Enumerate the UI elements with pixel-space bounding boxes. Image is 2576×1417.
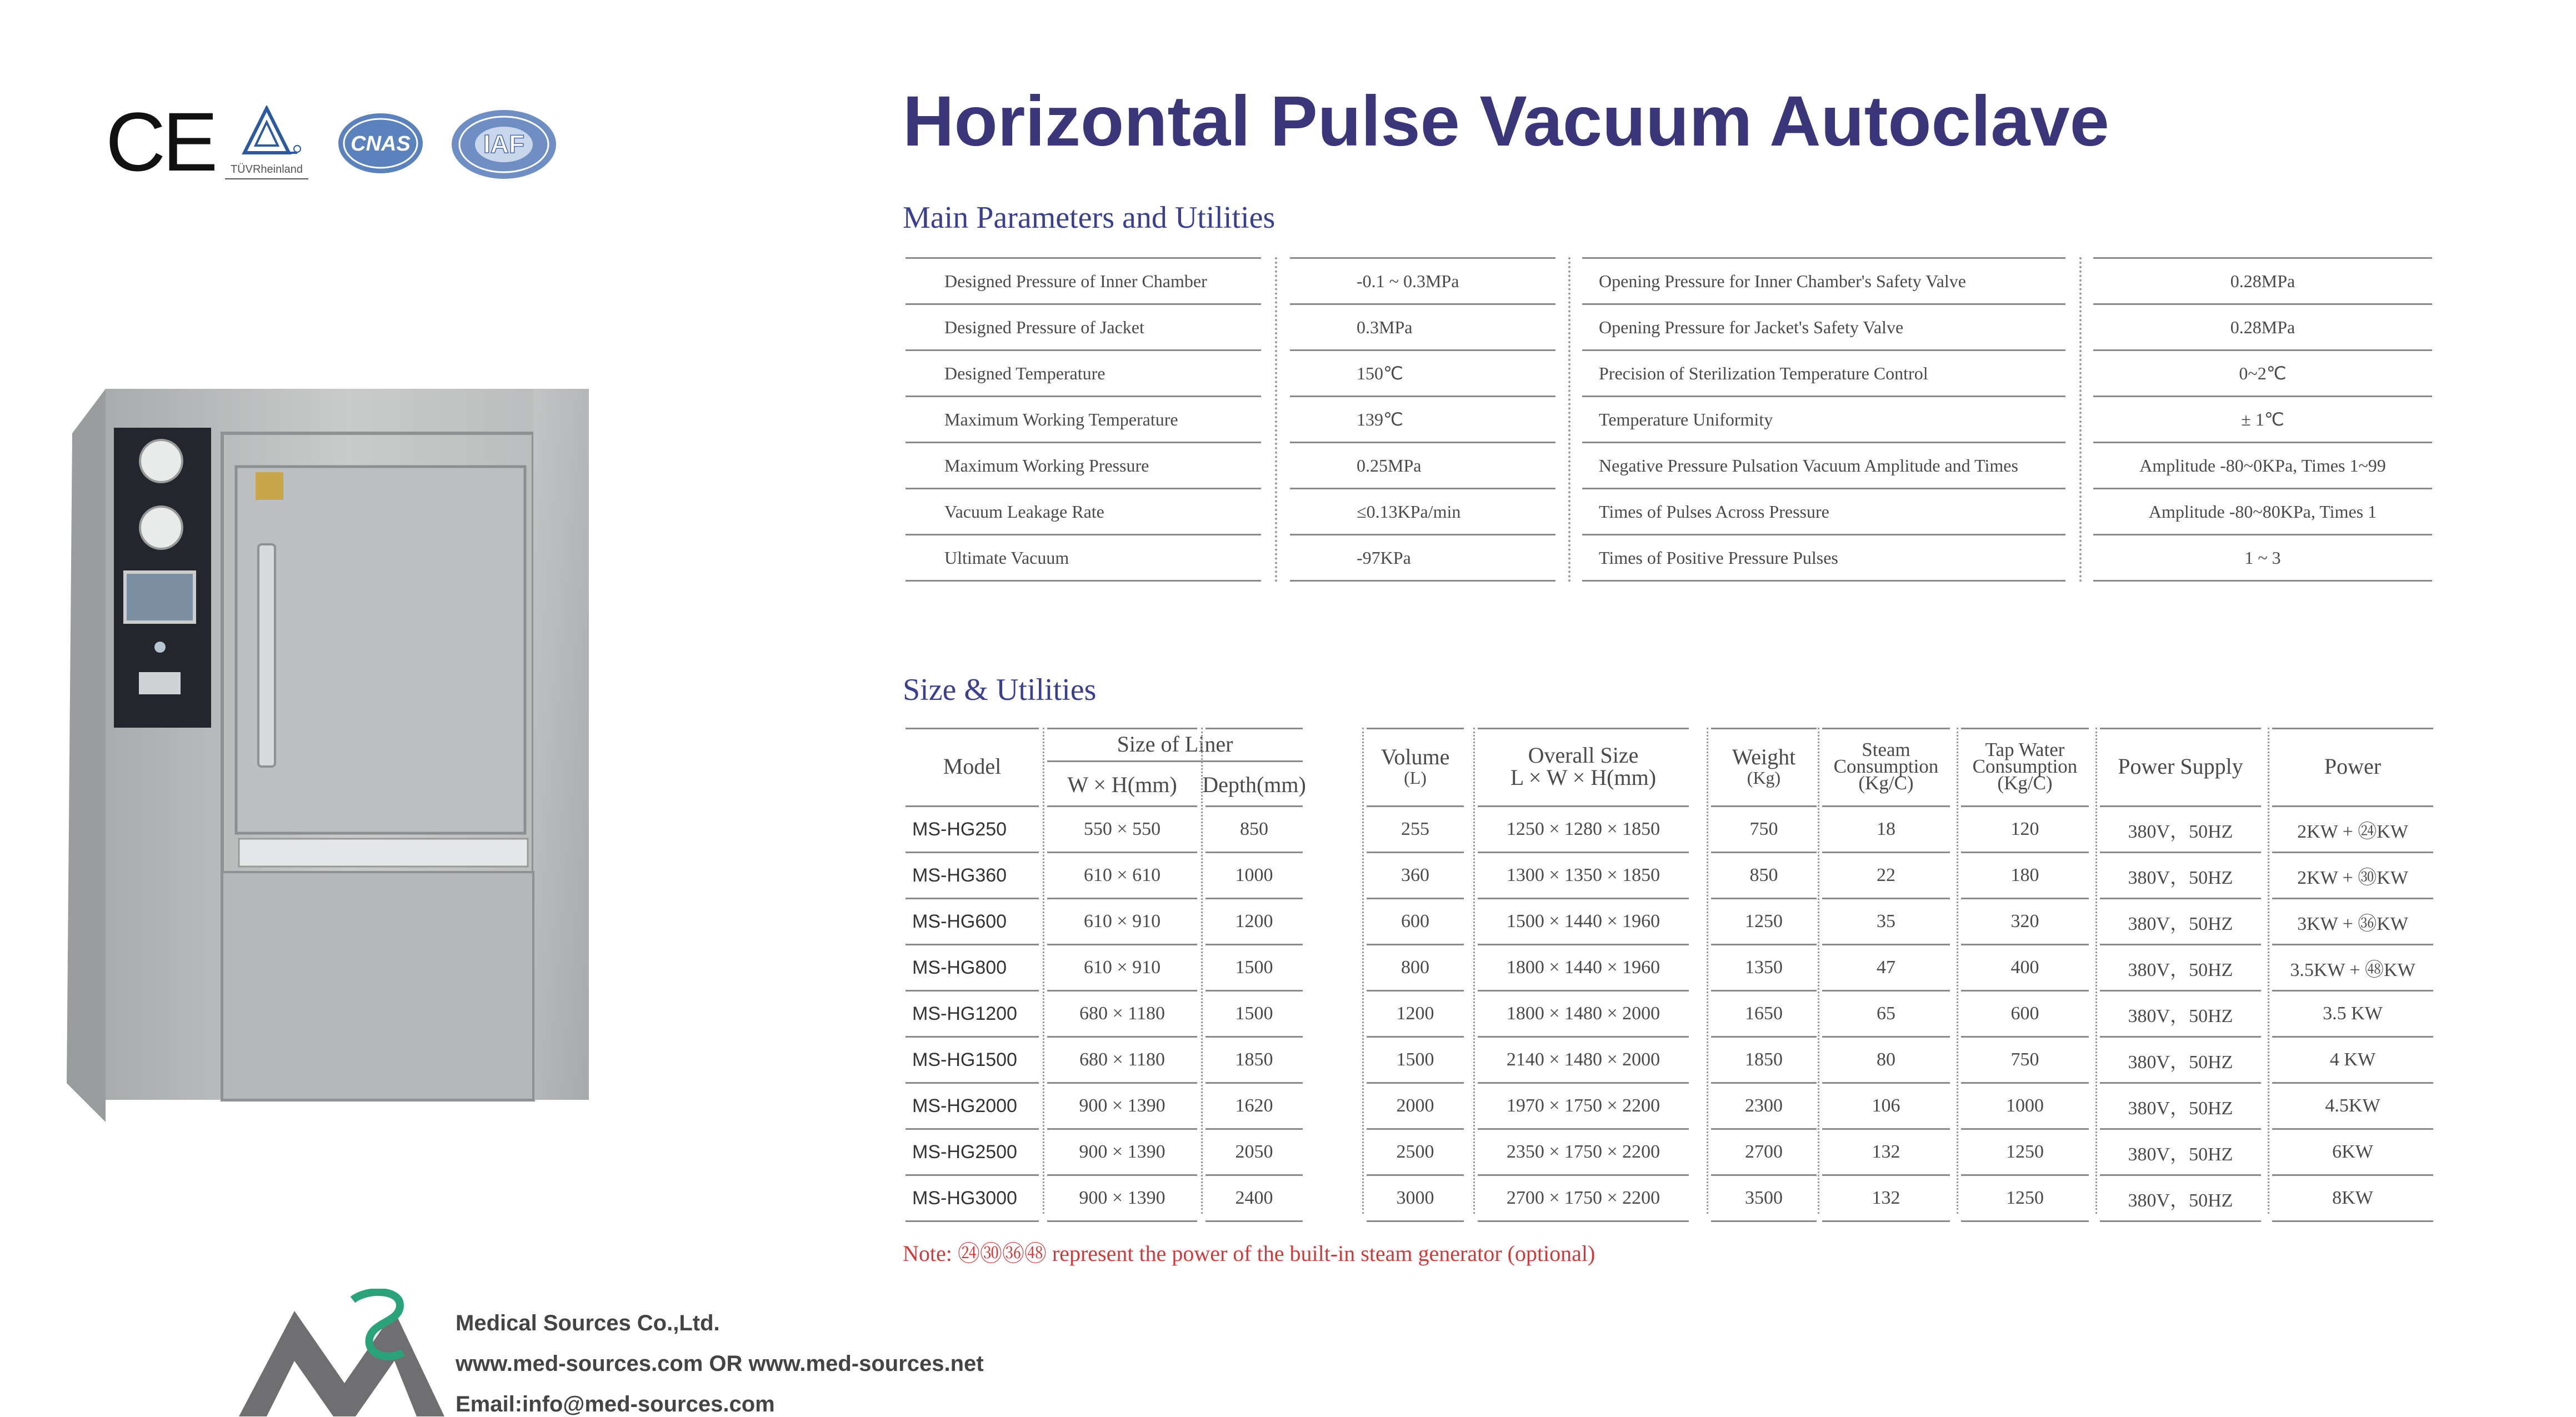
header-depth: Depth(mm) (1202, 772, 1306, 797)
param-right-label: Negative Pressure Pulsation Vacuum Amplitude and Times (1582, 443, 2065, 489)
size-cell-volume: 1500 (1367, 1038, 1464, 1084)
size-cell-depth: 2050 (1206, 1130, 1303, 1176)
cnas-text: CNAS (351, 132, 411, 156)
cnas-logo (336, 110, 425, 177)
page-title: Horizontal Pulse Vacuum Autoclave (903, 82, 2109, 161)
param-right-label: Times of Pulses Across Pressure (1582, 489, 2065, 535)
size-cell-depth: 1500 (1206, 945, 1303, 992)
size-cell-steam: 106 (1822, 1084, 1950, 1130)
company-website[interactable]: www.med-sources.com OR www.med-sources.net (456, 1351, 984, 1376)
size-cell-volume: 2500 (1367, 1130, 1464, 1176)
size-cell-weight: 1350 (1711, 945, 1817, 992)
size-cell-tap: 180 (1961, 853, 2089, 899)
header-model: Model (943, 754, 1002, 779)
size-cell-wh: 900 × 1390 (1047, 1084, 1197, 1130)
autoclave-product-image (61, 383, 594, 1128)
size-cell-power: 4.5KW (2272, 1084, 2433, 1130)
size-cell-wh: 610 × 910 (1047, 945, 1197, 992)
section-heading-size: Size & Utilities (903, 673, 1097, 707)
size-cell-volume: 3000 (1367, 1176, 1464, 1222)
size-cell-tap: 1000 (1961, 1084, 2089, 1130)
size-cell-supply: 380V，50HZ (2100, 899, 2261, 945)
size-cell-power: 4 KW (2272, 1038, 2433, 1084)
size-cell-supply: 380V，50HZ (2100, 1084, 2261, 1130)
size-cell-power: 8KW (2272, 1176, 2433, 1222)
param-right-value: 0.28MPa (2093, 259, 2432, 305)
size-cell-depth: 1850 (1206, 1038, 1303, 1084)
size-cell-overall: 1970 × 1750 × 2200 (1478, 1084, 1689, 1130)
size-cell-weight: 1850 (1711, 1038, 1817, 1084)
footnote: Note: ㉔㉚㊱㊽ represent the power of the built-in steam generator (optional) (903, 1241, 1595, 1266)
param-left-value: -97KPa (1290, 535, 1555, 582)
size-cell-depth: 850 (1206, 807, 1303, 853)
param-right-label: Opening Pressure for Inner Chamber's Safety Valve (1582, 259, 2065, 305)
size-cell-supply: 380V，50HZ (2100, 1130, 2261, 1176)
size-cell-weight: 3500 (1711, 1176, 1817, 1222)
param-right-value: 1 ~ 3 (2093, 535, 2432, 582)
size-cell-power: 3.5 KW (2272, 992, 2433, 1038)
param-left-label: Designed Temperature (906, 351, 1261, 397)
tuv-logo (219, 106, 314, 179)
param-left-value: -0.1 ~ 0.3MPa (1290, 259, 1555, 305)
tuv-label: TÜVRheinland (230, 163, 303, 176)
size-cell-volume: 360 (1367, 853, 1464, 899)
size-cell-volume: 600 (1367, 899, 1464, 945)
size-cell-model: MS-HG800 (906, 945, 1039, 992)
size-cell-wh: 900 × 1390 (1047, 1130, 1197, 1176)
size-cell-tap: 400 (1961, 945, 2089, 992)
header-wh: W × H(mm) (1067, 772, 1177, 797)
size-cell-wh: 550 × 550 (1047, 807, 1197, 853)
size-cell-tap: 600 (1961, 992, 2089, 1038)
size-cell-overall: 2350 × 1750 × 2200 (1478, 1130, 1689, 1176)
size-cell-weight: 1250 (1711, 899, 1817, 945)
param-left-label: Vacuum Leakage Rate (906, 489, 1261, 535)
size-cell-tap: 1250 (1961, 1176, 2089, 1222)
tuv-triangle-icon (219, 106, 314, 158)
param-left-value: 139℃ (1290, 397, 1555, 443)
size-cell-tap: 120 (1961, 807, 2089, 853)
section-heading-parameters: Main Parameters and Utilities (903, 201, 1276, 235)
iaf-text: IAF (483, 129, 525, 158)
header-power: Power (2324, 754, 2382, 779)
size-cell-weight: 850 (1711, 853, 1817, 899)
size-cell-supply: 380V，50HZ (2100, 945, 2261, 992)
size-cell-model: MS-HG360 (906, 853, 1039, 899)
size-cell-steam: 65 (1822, 992, 1950, 1038)
size-cell-supply: 380V，50HZ (2100, 807, 2261, 853)
param-left-label: Maximum Working Pressure (906, 443, 1261, 489)
size-cell-wh: 680 × 1180 (1047, 992, 1197, 1038)
size-cell-model: MS-HG1200 (906, 992, 1039, 1038)
size-cell-power: 2KW + ㉚KW (2272, 853, 2433, 899)
size-cell-steam: 132 (1822, 1130, 1950, 1176)
size-cell-weight: 2700 (1711, 1130, 1817, 1176)
size-cell-overall: 1250 × 1280 × 1850 (1478, 807, 1689, 853)
size-cell-overall: 1800 × 1480 × 2000 (1478, 992, 1689, 1038)
size-cell-power: 3.5KW + ㊽KW (2272, 945, 2433, 992)
company-logo (233, 1289, 467, 1416)
company-email[interactable]: Email:info@med-sources.com (456, 1392, 775, 1416)
header-liner: Size of Liner (1047, 728, 1303, 762)
size-cell-model: MS-HG600 (906, 899, 1039, 945)
param-right-label: Temperature Uniformity (1582, 397, 2065, 443)
header-weight: Weight (Kg) (1732, 744, 1796, 788)
size-cell-weight: 1650 (1711, 992, 1817, 1038)
param-right-value: 0.28MPa (2093, 305, 2432, 351)
param-left-value: 0.3MPa (1290, 305, 1555, 351)
size-cell-volume: 255 (1367, 807, 1464, 853)
param-left-label: Designed Pressure of Jacket (906, 305, 1261, 351)
size-cell-tap: 750 (1961, 1038, 2089, 1084)
param-left-label: Designed Pressure of Inner Chamber (906, 259, 1261, 305)
size-cell-volume: 2000 (1367, 1084, 1464, 1130)
size-cell-wh: 680 × 1180 (1047, 1038, 1197, 1084)
header-overall: Overall Size L × W × H(mm) (1510, 743, 1657, 790)
size-cell-supply: 380V，50HZ (2100, 1176, 2261, 1222)
size-cell-power: 2KW + ㉔KW (2272, 807, 2433, 853)
size-cell-volume: 1200 (1367, 992, 1464, 1038)
size-cell-tap: 320 (1961, 899, 2089, 945)
param-left-label: Maximum Working Temperature (906, 397, 1261, 443)
size-cell-model: MS-HG1500 (906, 1038, 1039, 1084)
size-cell-depth: 1200 (1206, 899, 1303, 945)
param-right-value: ± 1℃ (2093, 397, 2432, 443)
size-cell-steam: 132 (1822, 1176, 1950, 1222)
size-cell-depth: 1500 (1206, 992, 1303, 1038)
header-power-supply: Power Supply (2118, 754, 2243, 779)
param-left-value: 150℃ (1290, 351, 1555, 397)
size-cell-overall: 2700 × 1750 × 2200 (1478, 1176, 1689, 1222)
size-cell-overall: 2140 × 1480 × 2000 (1478, 1038, 1689, 1084)
param-left-label: Ultimate Vacuum (906, 535, 1261, 582)
size-cell-depth: 2400 (1206, 1176, 1303, 1222)
ce-mark: CE (106, 95, 215, 188)
param-right-value: 0~2℃ (2093, 351, 2432, 397)
size-cell-supply: 380V，50HZ (2100, 992, 2261, 1038)
param-right-label: Precision of Sterilization Temperature Control (1582, 351, 2065, 397)
size-cell-steam: 18 (1822, 807, 1950, 853)
size-cell-steam: 47 (1822, 945, 1950, 992)
size-cell-overall: 1800 × 1440 × 1960 (1478, 945, 1689, 992)
size-cell-weight: 2300 (1711, 1084, 1817, 1130)
size-cell-depth: 1620 (1206, 1084, 1303, 1130)
size-cell-overall: 1300 × 1350 × 1850 (1478, 853, 1689, 899)
param-right-value: Amplitude -80~0KPa, Times 1~99 (2093, 443, 2432, 489)
size-cell-depth: 1000 (1206, 853, 1303, 899)
size-cell-weight: 750 (1711, 807, 1817, 853)
size-cell-model: MS-HG2500 (906, 1130, 1039, 1176)
size-cell-overall: 1500 × 1440 × 1960 (1478, 899, 1689, 945)
header-tap-water: Tap Water Consumption (Kg/C) (1972, 739, 2078, 794)
size-cell-wh: 610 × 910 (1047, 899, 1197, 945)
param-right-label: Times of Positive Pressure Pulses (1582, 535, 2065, 582)
size-cell-steam: 35 (1822, 899, 1950, 945)
size-cell-supply: 380V，50HZ (2100, 1038, 2261, 1084)
size-cell-wh: 610 × 610 (1047, 853, 1197, 899)
size-cell-model: MS-HG2000 (906, 1084, 1039, 1130)
size-cell-supply: 380V，50HZ (2100, 853, 2261, 899)
param-left-value: ≤0.13KPa/min (1290, 489, 1555, 535)
header-steam: Steam Consumption (Kg/C) (1833, 739, 1939, 794)
param-left-value: 0.25MPa (1290, 443, 1555, 489)
size-cell-power: 3KW + ㊱KW (2272, 899, 2433, 945)
company-name: Medical Sources Co.,Ltd. (456, 1311, 720, 1335)
size-cell-power: 6KW (2272, 1130, 2433, 1176)
size-cell-steam: 80 (1822, 1038, 1950, 1084)
size-cell-volume: 800 (1367, 945, 1464, 992)
param-right-label: Opening Pressure for Jacket's Safety Valve (1582, 305, 2065, 351)
header-volume: Volume (L) (1380, 744, 1450, 788)
size-cell-model: MS-HG250 (906, 807, 1039, 853)
size-cell-steam: 22 (1822, 853, 1950, 899)
iaf-logo (450, 108, 558, 181)
size-cell-model: MS-HG3000 (906, 1176, 1039, 1222)
size-cell-wh: 900 × 1390 (1047, 1176, 1197, 1222)
param-right-value: Amplitude -80~80KPa, Times 1 (2093, 489, 2432, 535)
size-cell-tap: 1250 (1961, 1130, 2089, 1176)
